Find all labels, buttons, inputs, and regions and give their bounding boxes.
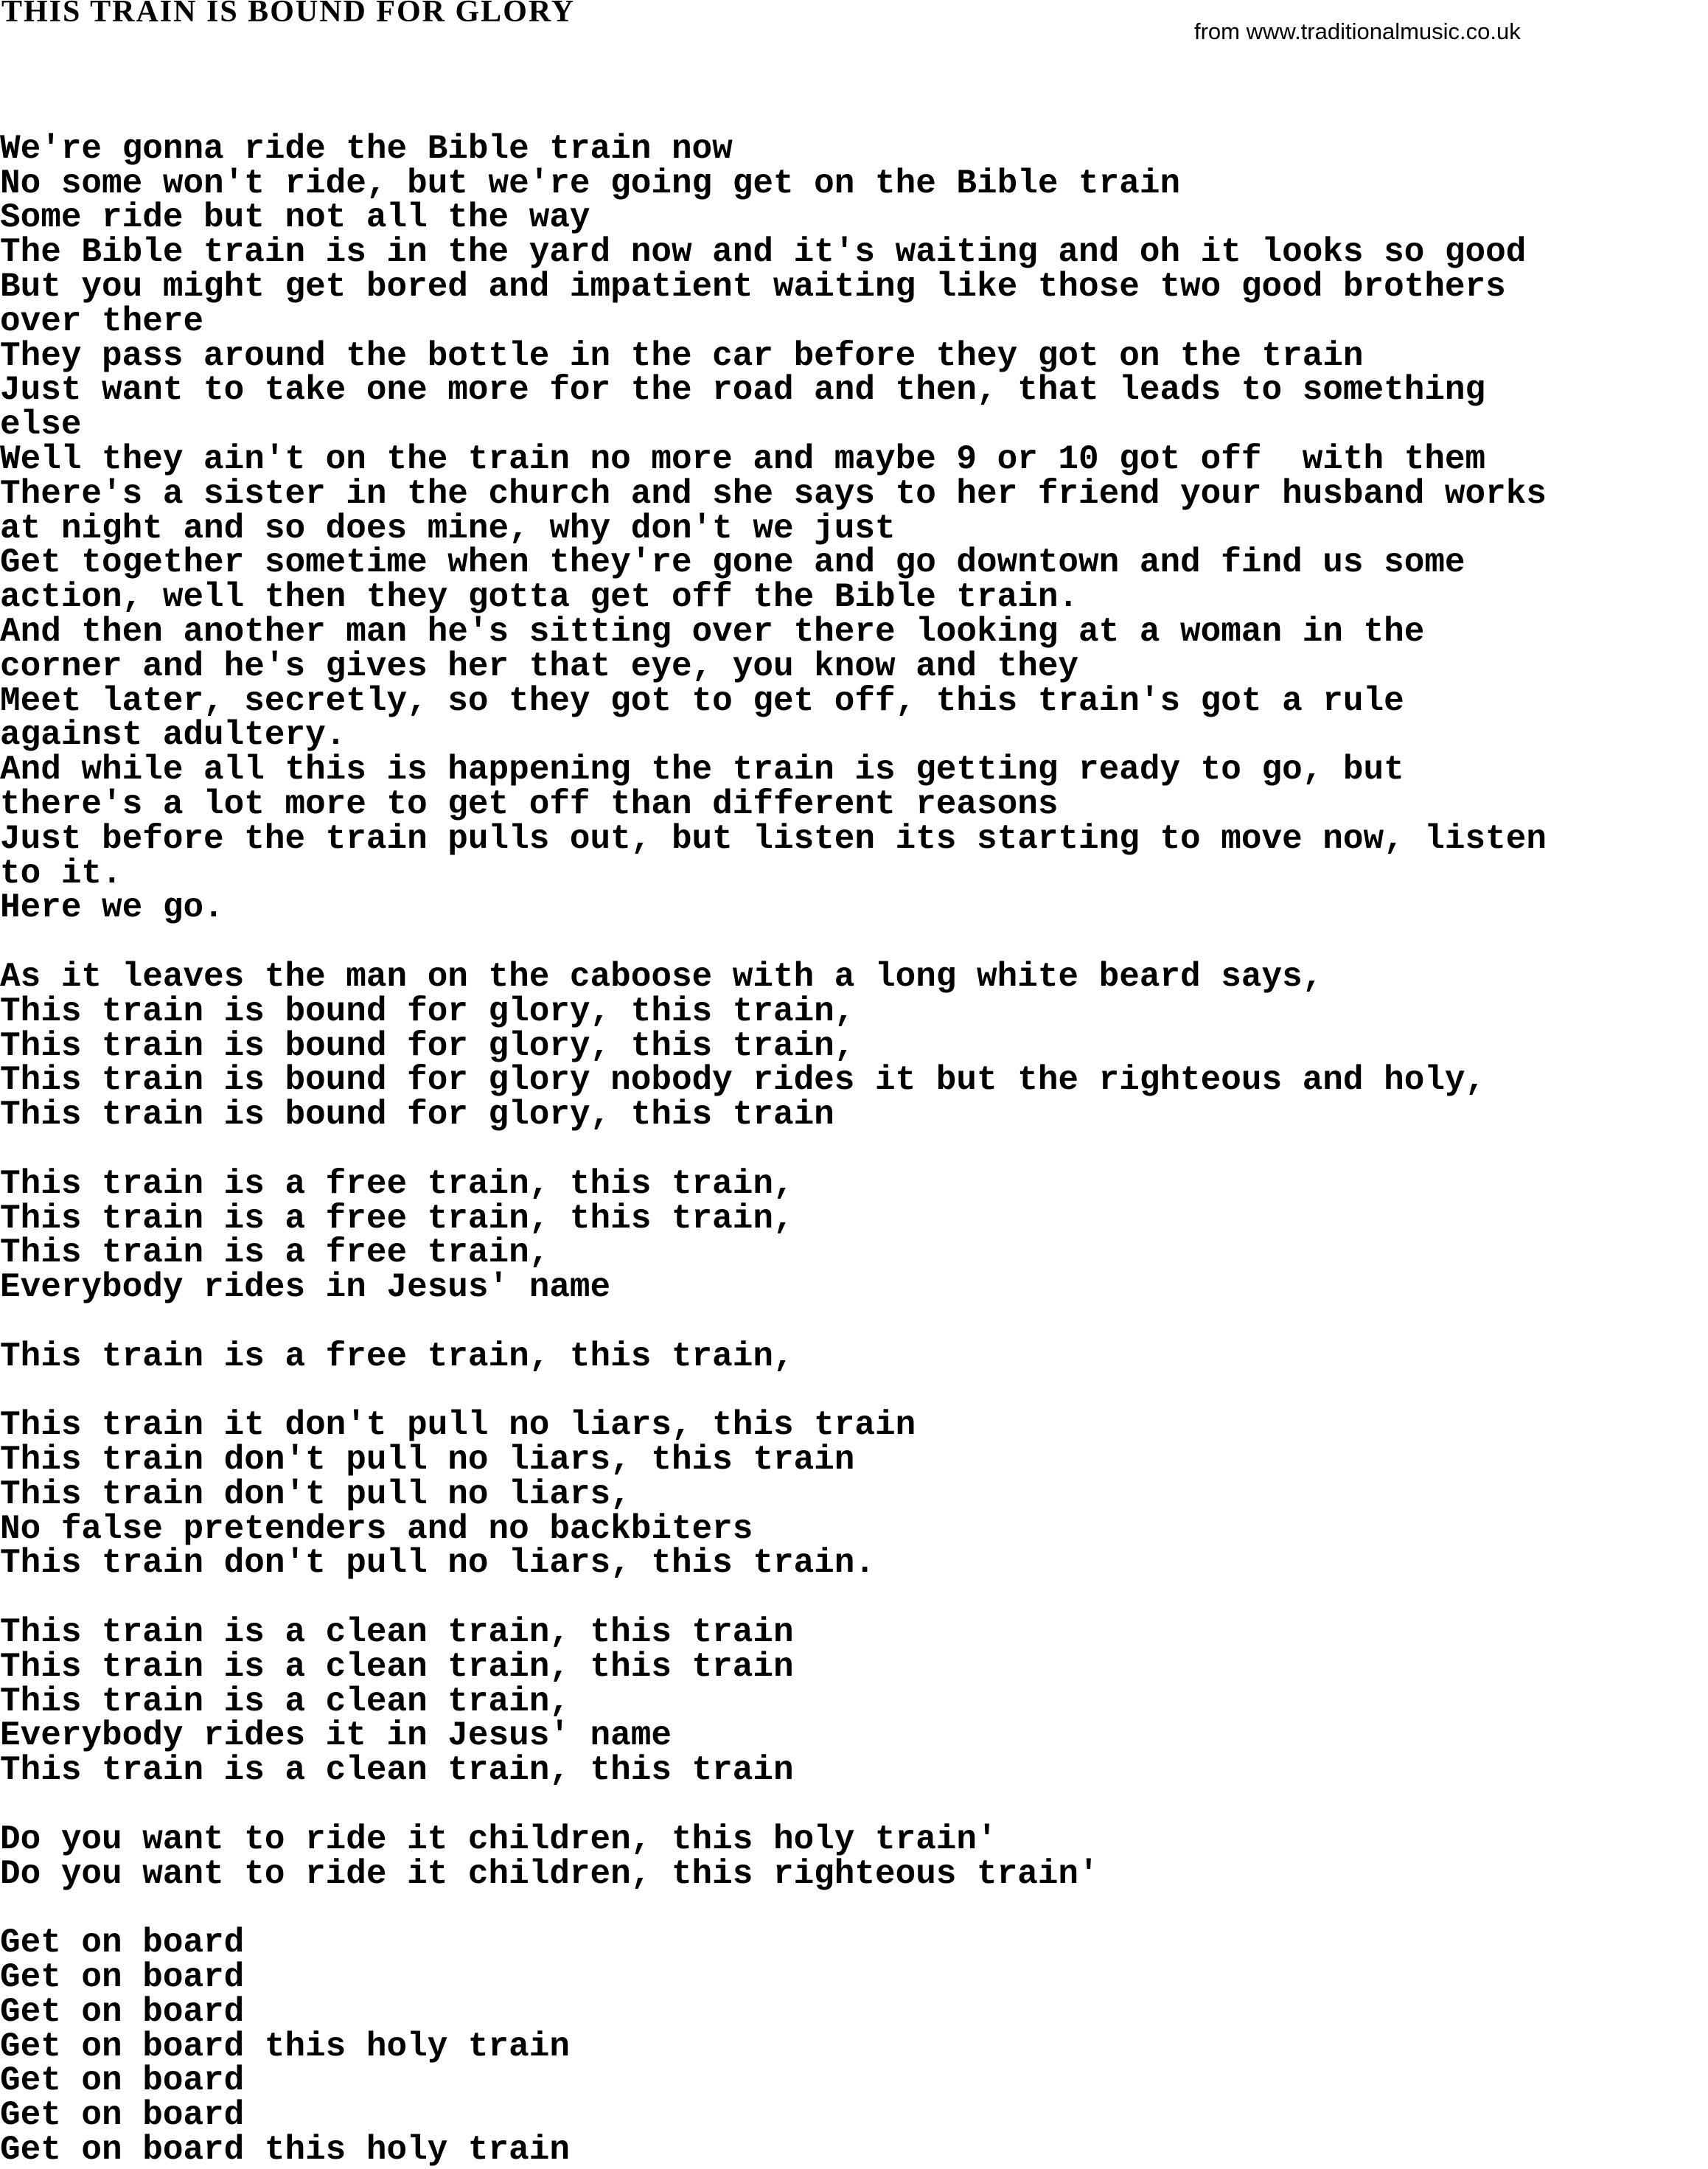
lyric-line — [0, 1132, 1708, 1167]
lyric-line: Meet later, secretly, so they got to get off, this train's got a rule — [0, 681, 1404, 720]
lyric-line: This train is a clean train, this train — [0, 1613, 794, 1652]
lyric-line: Everybody rides it in Jesus' name — [0, 1716, 672, 1755]
lyric-line: Here we go. — [0, 888, 224, 927]
lyric-line — [0, 1581, 1708, 1615]
lyric-line — [0, 1788, 1708, 1822]
lyric-line: over there — [0, 302, 204, 341]
lyric-line: This train don't pull no liars, this train — [0, 1441, 855, 1480]
lyric-line: This train it don't pull no liars, this train — [0, 1406, 916, 1445]
lyric-line — [0, 1891, 1708, 1926]
lyric-line: This train is bound for glory, this train, — [0, 992, 855, 1031]
lyric-line: No false pretenders and no backbiters — [0, 1509, 753, 1548]
lyric-line: Just want to take one more for the road and then, that leads to something — [0, 371, 1486, 410]
lyric-line: This train is a clean train, this train — [0, 1647, 794, 1686]
lyric-line: This train is a free train, — [0, 1233, 550, 1272]
lyric-line: Just before the train pulls out, but listen its starting to move now, listen — [0, 819, 1547, 858]
lyric-line: Do you want to ride it children, this holy train' — [0, 1820, 997, 1859]
lyric-line: No some won't ride, but we're going get on the Bible train — [0, 164, 1181, 203]
lyric-line: Do you want to ride it children, this righteous train' — [0, 1854, 1099, 1893]
lyric-line — [0, 925, 1708, 960]
lyric-line: else — [0, 405, 82, 445]
lyric-line — [0, 1305, 1708, 1340]
lyric-line: Get on board — [0, 1958, 245, 1997]
lyric-line: This train don't pull no liars, — [0, 1475, 631, 1514]
lyric-line: This train don't pull no liars, this train. — [0, 1544, 875, 1583]
lyric-line: Get together sometime when they're gone and go downtown and find us some — [0, 543, 1465, 582]
lyric-line — [0, 97, 1708, 132]
lyrics-body — [0, 97, 1708, 2168]
lyric-line: But you might get bored and impatient waiting like those two good brothers — [0, 267, 1506, 306]
lyric-line: The Bible train is in the yard now and it's waiting and oh it looks so good — [0, 233, 1527, 272]
lyric-line: There's a sister in the church and she says to her friend your husband works — [0, 474, 1547, 513]
lyric-line: against adultery. — [0, 716, 346, 755]
lyric-line: Get on board — [0, 1923, 245, 1963]
lyric-line: This train is a clean train, — [0, 1682, 570, 1721]
lyric-line: Everybody rides in Jesus' name — [0, 1268, 611, 1307]
lyric-line: corner and he's gives her that eye, you know and they — [0, 647, 1079, 686]
lyric-line: And then another man he's sitting over there looking at a woman in the — [0, 612, 1425, 651]
lyric-line: They pass around the bottle in the car before they got on the train — [0, 336, 1364, 375]
lyric-line: action, well then they gotta get off the Bible train. — [0, 578, 1079, 617]
lyric-line: Some ride but not all the way — [0, 198, 590, 237]
lyric-line: Get on board — [0, 2096, 245, 2135]
lyric-line: This train is a free train, this train, — [0, 1199, 794, 1238]
lyric-line: there's a lot more to get off than different reasons — [0, 784, 1059, 824]
lyric-line: This train is bound for glory, this train, — [0, 1026, 855, 1065]
lyric-line: And while all this is happening the train is getting ready to go, but — [0, 751, 1404, 790]
lyric-line: As it leaves the man on the caboose with a long white beard says, — [0, 957, 1323, 996]
lyric-line: This train is bound for glory nobody rides it but the righteous and holy, — [0, 1061, 1486, 1100]
lyric-line: Get on board this holy train — [0, 2027, 570, 2066]
lyric-line: Get on board this holy train — [0, 2131, 570, 2169]
lyric-line: to it. — [0, 854, 122, 893]
lyric-line: We're gonna ride the Bible train now — [0, 129, 733, 168]
lyric-line: at night and so does mine, why don't we just — [0, 509, 896, 548]
lyric-line: This train is a free train, this train, — [0, 1164, 794, 1203]
source-credit: from www.traditionalmusic.co.uk — [1194, 18, 1521, 44]
lyric-line: This train is a clean train, this train — [0, 1751, 794, 1790]
lyric-line: This train is a free train, this train, — [0, 1337, 794, 1376]
lyric-line: Get on board — [0, 2061, 245, 2100]
lyric-line: Well they ain't on the train no more and maybe 9 or 10 got off with them — [0, 439, 1486, 478]
lyric-line: Get on board — [0, 1992, 245, 2031]
song-title: THIS TRAIN IS BOUND FOR GLORY — [1, 0, 576, 29]
lyric-line: This train is bound for glory, this train — [0, 1096, 834, 1135]
lyric-line — [0, 1374, 1708, 1408]
